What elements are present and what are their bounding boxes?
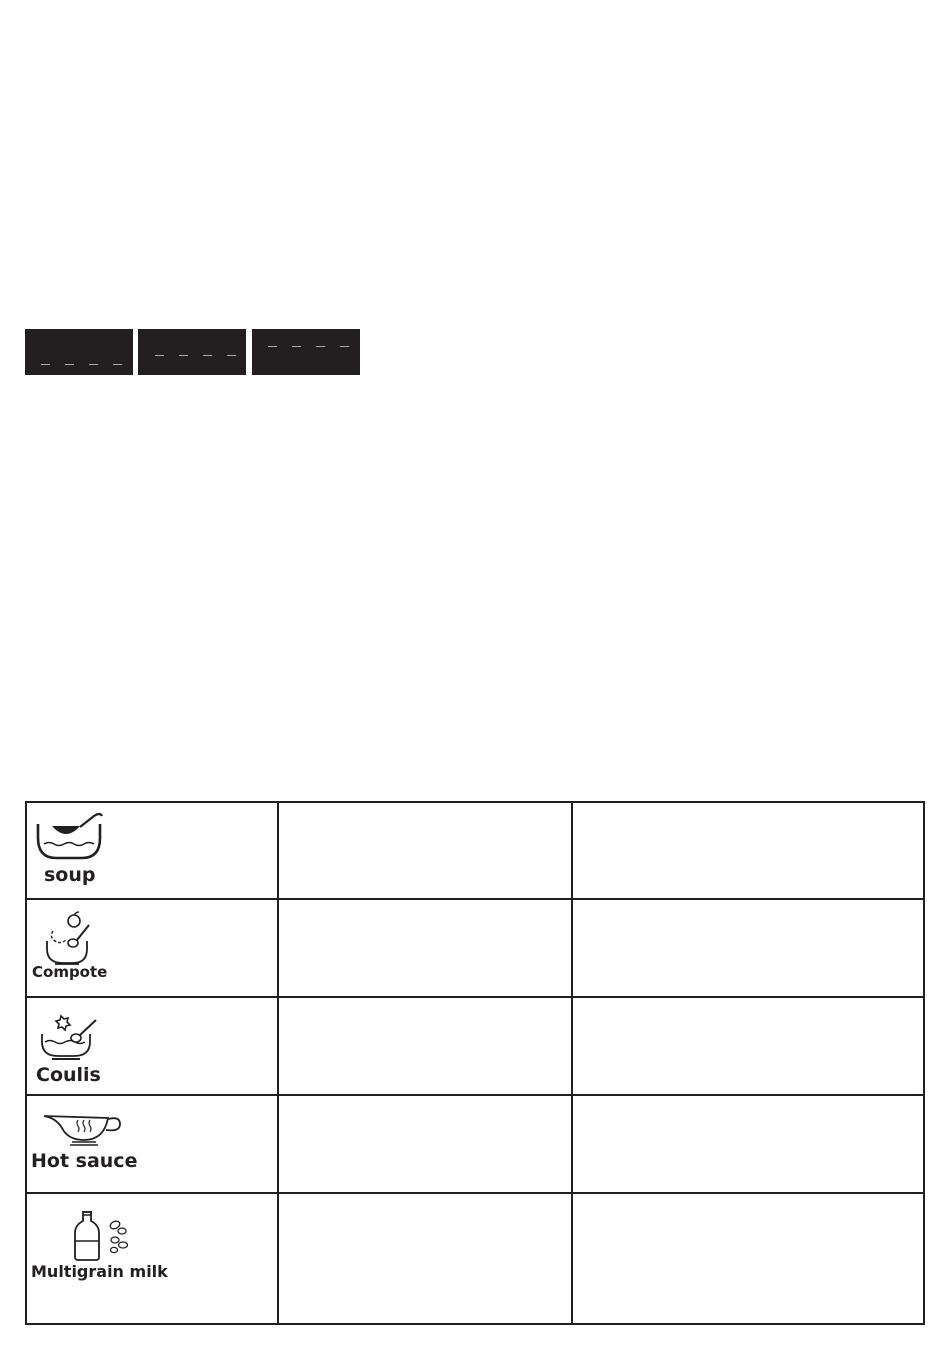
gravy-boat-icon	[42, 1110, 122, 1148]
program-desc-soup	[278, 802, 572, 899]
program-label-coulis: Coulis	[36, 1064, 101, 1086]
program-desc-multigrain-milk	[278, 1193, 572, 1324]
program-label-hot-sauce: Hot sauce	[31, 1150, 138, 1172]
display-segments-1: _ _ _ _	[41, 347, 126, 365]
program-cell-compote	[26, 899, 278, 997]
program-cell-hot-sauce	[26, 1095, 278, 1193]
program-label-soup: soup	[44, 864, 96, 886]
program-detail-multigrain-milk	[572, 1193, 924, 1324]
display-segments-3: _ _ _ _	[268, 329, 353, 347]
table-row	[26, 1193, 924, 1324]
program-desc-hot-sauce	[278, 1095, 572, 1193]
milk-bottle-grains-icon	[75, 1211, 135, 1261]
coulis-berry-bowl-icon	[40, 1012, 100, 1062]
table-row	[26, 1095, 924, 1193]
display-panel-1	[25, 329, 133, 375]
compote-fruit-bowl-icon	[43, 911, 95, 966]
table-row	[26, 899, 924, 997]
table-row	[26, 997, 924, 1095]
program-desc-coulis	[278, 997, 572, 1095]
program-detail-compote	[572, 899, 924, 997]
display-panel-2	[138, 329, 246, 375]
soup-ladle-bowl-icon	[36, 812, 106, 862]
program-cell-multigrain-milk	[26, 1193, 278, 1324]
program-label-compote: Compote	[32, 963, 108, 981]
program-detail-hot-sauce	[572, 1095, 924, 1193]
program-table	[25, 801, 925, 1325]
program-cell-soup	[26, 802, 278, 899]
table-row	[26, 802, 924, 899]
display-segments-2: _ _ _ _	[155, 338, 240, 356]
program-detail-soup	[572, 802, 924, 899]
program-detail-coulis	[572, 997, 924, 1095]
display-panel-3	[252, 329, 360, 375]
program-cell-coulis	[26, 997, 278, 1095]
program-desc-compote	[278, 899, 572, 997]
program-label-multigrain-milk: Multigrain milk	[31, 1262, 168, 1281]
